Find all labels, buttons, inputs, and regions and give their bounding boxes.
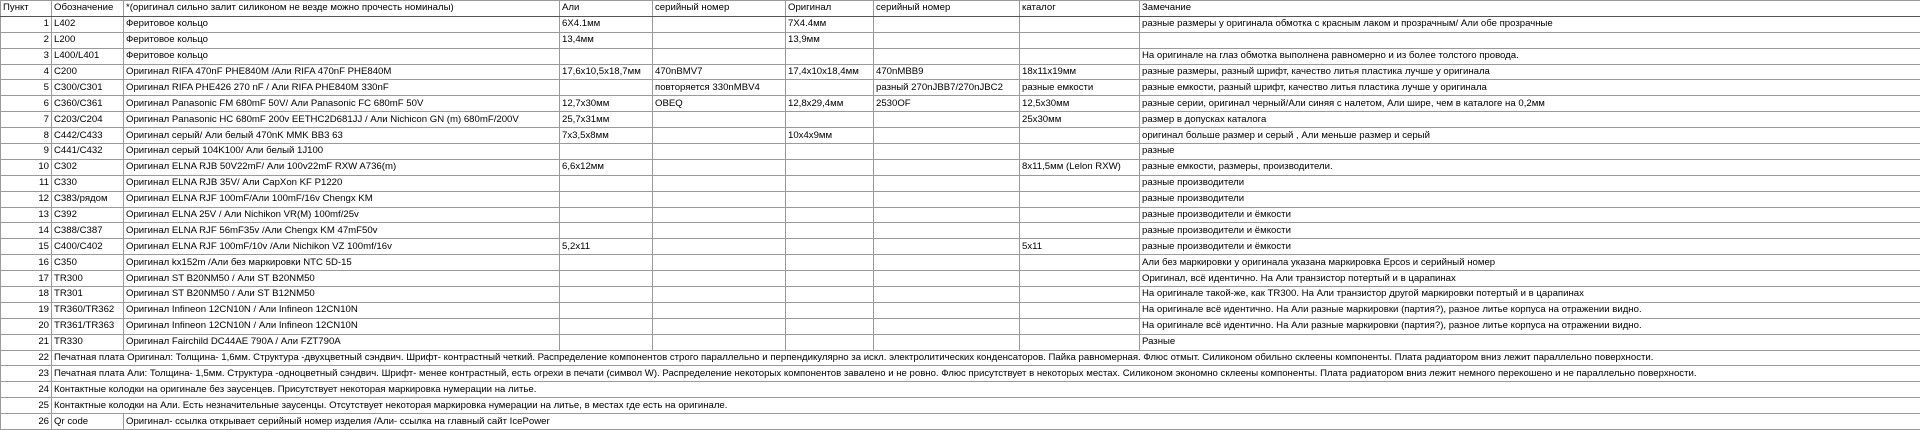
cell-remark[interactable]: разные производители: [1140, 175, 1920, 191]
table-row: [1, 80, 1920, 96]
table-row: [1, 159, 1920, 175]
table-row: [1, 144, 1920, 160]
cell-description[interactable]: Оригинал ELNA RJF 100mF/10v /Али Nichikon VZ 100mf/16v: [124, 239, 560, 255]
cell-punkt[interactable]: 8: [1, 128, 52, 144]
cell-serial-original[interactable]: [874, 223, 1020, 239]
cell-summary-text[interactable]: Контактные колодки на оригинале без заусенцев. Присутствует некоторая маркировка нумерации на литье.: [52, 382, 1920, 398]
cell-description[interactable]: Феритовое кольцо: [124, 48, 560, 64]
cell-original[interactable]: [786, 223, 874, 239]
cell-catalog[interactable]: [1020, 318, 1140, 334]
cell-serial-ali[interactable]: [653, 32, 786, 48]
table-row: [1, 32, 1920, 48]
table-row: [1, 96, 1920, 112]
cell-catalog[interactable]: [1020, 207, 1140, 223]
cell-original[interactable]: 17,4x10x18,4мм: [786, 64, 874, 80]
cell-serial-original[interactable]: [874, 112, 1020, 128]
cell-designation[interactable]: TR360/TR362: [52, 302, 124, 318]
cell-serial-original[interactable]: [874, 144, 1020, 160]
cell-ali[interactable]: 13,4мм: [560, 32, 653, 48]
cell-serial-original[interactable]: [874, 32, 1020, 48]
table-row: [1, 350, 1920, 366]
cell-designation[interactable]: C392: [52, 207, 124, 223]
cell-catalog[interactable]: [1020, 271, 1140, 287]
cell-description[interactable]: Оригинал серый/ Али белый 470nK MMK BB3 63: [124, 128, 560, 144]
cell-ali[interactable]: 5,2x11: [560, 239, 653, 255]
cell-ali[interactable]: [560, 334, 653, 350]
header-cell-serial-original[interactable]: серийный номер: [874, 1, 1020, 17]
cell-punkt[interactable]: 11: [1, 175, 52, 191]
cell-original[interactable]: [786, 271, 874, 287]
cell-ali[interactable]: 17,6x10,5x18,7мм: [560, 64, 653, 80]
cell-description[interactable]: Оригинал Infineon 12CN10N / Али Infineon 12CN10N: [124, 318, 560, 334]
cell-catalog[interactable]: [1020, 302, 1140, 318]
cell-catalog[interactable]: 25x30мм: [1020, 112, 1140, 128]
cell-ali[interactable]: 6Х4.1мм: [560, 16, 653, 32]
cell-catalog[interactable]: [1020, 255, 1140, 271]
cell-description[interactable]: Оригинал ELNA RJF 56mF35v /Али Chengx KM 47mF50v: [124, 223, 560, 239]
cell-description[interactable]: Феритовое кольцо: [124, 16, 560, 32]
cell-punkt[interactable]: 3: [1, 48, 52, 64]
cell-remark[interactable]: Разные: [1140, 334, 1920, 350]
cell-designation[interactable]: TR361/TR363: [52, 318, 124, 334]
cell-serial-ali[interactable]: OBEQ: [653, 96, 786, 112]
cell-serial-ali[interactable]: [653, 318, 786, 334]
cell-serial-original[interactable]: [874, 239, 1020, 255]
cell-remark[interactable]: разные размеры у оригинала обмотка с красным лаком и прозрачным/ Али обе прозрачные: [1140, 16, 1920, 32]
table-row: [1, 64, 1920, 80]
cell-designation[interactable]: C388/C387: [52, 223, 124, 239]
table-row: [1, 318, 1920, 334]
cell-description[interactable]: Оригинал RIFA 470nF PHE840M /Али RIFA 470nF PHE840M: [124, 64, 560, 80]
cell-original[interactable]: [786, 80, 874, 96]
header-cell-punkt[interactable]: Пункт: [1, 1, 52, 17]
cell-designation[interactable]: C330: [52, 175, 124, 191]
cell-description[interactable]: Оригинал ST B20NM50 / Али ST B12NM50: [124, 287, 560, 303]
cell-designation[interactable]: C400/C402: [52, 239, 124, 255]
cell-designation[interactable]: TR300: [52, 271, 124, 287]
cell-punkt[interactable]: 2: [1, 32, 52, 48]
table-row: [1, 175, 1920, 191]
cell-catalog[interactable]: разные емкости: [1020, 80, 1140, 96]
table-row: [1, 112, 1920, 128]
cell-punkt[interactable]: 14: [1, 223, 52, 239]
cell-remark[interactable]: разные емкости, разный шрифт, качество литья пластика лучше у оригинала: [1140, 80, 1920, 96]
cell-punkt[interactable]: 9: [1, 144, 52, 160]
cell-serial-original[interactable]: [874, 191, 1020, 207]
cell-summary-text[interactable]: Оригинал- ссылка открывает серийный номер изделия /Али- ссылка на главный сайт IcePower: [124, 414, 1920, 430]
cell-catalog[interactable]: [1020, 223, 1140, 239]
cell-original[interactable]: [786, 302, 874, 318]
cell-punkt[interactable]: 17: [1, 271, 52, 287]
cell-remark[interactable]: Оригинал, всё идентично. На Али транзистор потертый и в царапинах: [1140, 271, 1920, 287]
cell-punkt[interactable]: 5: [1, 80, 52, 96]
cell-punkt[interactable]: 1: [1, 16, 52, 32]
cell-catalog[interactable]: 5x11: [1020, 239, 1140, 255]
cell-description[interactable]: Оригинал ELNA RJB 50V22mF/ Али 100v22mF RXW A736(m): [124, 159, 560, 175]
cell-description[interactable]: Оригинал Panasonic HC 680mF 200v EETHC2D681JJ / Али Nichicon GN (m) 680mF/200V: [124, 112, 560, 128]
cell-serial-ali[interactable]: [653, 255, 786, 271]
table-row: [1, 287, 1920, 303]
cell-serial-ali[interactable]: [653, 159, 786, 175]
cell-serial-original[interactable]: [874, 128, 1020, 144]
cell-ali[interactable]: [560, 144, 653, 160]
cell-designation[interactable]: C350: [52, 255, 124, 271]
cell-serial-ali[interactable]: [653, 271, 786, 287]
cell-description[interactable]: Оригинал ELNA RJB 35V/ Али CapXon KF P1220: [124, 175, 560, 191]
cell-remark[interactable]: оригинал больше размер и серый , Али меньше размер и серый: [1140, 128, 1920, 144]
cell-punkt[interactable]: 4: [1, 64, 52, 80]
cell-serial-original[interactable]: [874, 48, 1020, 64]
cell-ali[interactable]: [560, 287, 653, 303]
cell-serial-original[interactable]: 470nMBB9: [874, 64, 1020, 80]
cell-original[interactable]: [786, 144, 874, 160]
cell-serial-ali[interactable]: [653, 48, 786, 64]
header-row: [1, 1, 1920, 17]
cell-ali[interactable]: [560, 255, 653, 271]
cell-designation[interactable]: C442/C433: [52, 128, 124, 144]
cell-catalog[interactable]: [1020, 16, 1140, 32]
table-row: [1, 414, 1920, 430]
table-row: [1, 382, 1920, 398]
cell-catalog[interactable]: 12,5x30мм: [1020, 96, 1140, 112]
cell-punkt[interactable]: 13: [1, 207, 52, 223]
cell-original[interactable]: [786, 159, 874, 175]
cell-serial-ali[interactable]: [653, 223, 786, 239]
cell-designation[interactable]: Qr code: [52, 414, 124, 430]
cell-punkt[interactable]: 18: [1, 287, 52, 303]
cell-designation[interactable]: L402: [52, 16, 124, 32]
cell-remark[interactable]: разные серии, оригинал черный/Али синяя с налетом, Али шире, чем в каталоге на 0,2мм: [1140, 96, 1920, 112]
table-row: [1, 366, 1920, 382]
cell-serial-original[interactable]: [874, 159, 1020, 175]
cell-description[interactable]: Оригинал ELNA 25V / Али Nichikon VR(M) 100mf/25v: [124, 207, 560, 223]
cell-serial-original[interactable]: [874, 287, 1020, 303]
cell-original[interactable]: [786, 334, 874, 350]
cell-remark[interactable]: На оригинале такой-же, как TR300. На Али транзистор другой маркировки потертый и в царапинах: [1140, 287, 1920, 303]
cell-designation[interactable]: TR301: [52, 287, 124, 303]
cell-catalog[interactable]: [1020, 191, 1140, 207]
cell-ali[interactable]: [560, 318, 653, 334]
cell-punkt[interactable]: 16: [1, 255, 52, 271]
cell-punkt[interactable]: 7: [1, 112, 52, 128]
cell-description[interactable]: Оригинал ST B20NM50 / Али ST B20NM50: [124, 271, 560, 287]
cell-ali[interactable]: 7x3,5x8мм: [560, 128, 653, 144]
cell-serial-ali[interactable]: [653, 287, 786, 303]
cell-punkt[interactable]: 25: [1, 398, 52, 414]
cell-serial-ali[interactable]: [653, 16, 786, 32]
header-cell-ali[interactable]: Али: [560, 1, 653, 17]
cell-original[interactable]: 7Х4.4мм: [786, 16, 874, 32]
cell-summary-text[interactable]: Печатная плата Оригинал: Толщина- 1,6мм. Структура -двухцветный сэндвич. Шрифт- контрастный четкий. Распределение компонентов строго параллельно и перпендикулярно за искл. электролитических конденсаторов. Пайка равномерная. Флюс отмыт. Силиконом обильно склеены компоненты. Плата радиатором вниз лежит параллельно поверхности.: [52, 350, 1920, 366]
cell-serial-ali[interactable]: [653, 334, 786, 350]
table-row: [1, 255, 1920, 271]
header-cell-original[interactable]: Оригинал: [786, 1, 874, 17]
cell-remark[interactable]: На оригинале на глаз обмотка выполнена равномерно и из более толстого провода.: [1140, 48, 1920, 64]
cell-ali[interactable]: [560, 175, 653, 191]
cell-ali[interactable]: [560, 223, 653, 239]
cell-description[interactable]: Оригинал ELNA RJF 100mF/Али 100mF/16v Chengx KM: [124, 191, 560, 207]
table-row: [1, 191, 1920, 207]
cell-serial-ali[interactable]: [653, 302, 786, 318]
cell-catalog[interactable]: [1020, 334, 1140, 350]
cell-description[interactable]: Оригинал kx152m /Али без маркировки NTC 5D-15: [124, 255, 560, 271]
cell-summary-text[interactable]: Контактные колодки на Али. Есть незначительные заусенцы. Отсутствует некоторая маркировка нумерации на литье, в местах где есть на оригинале.: [52, 398, 1920, 414]
cell-punkt[interactable]: 24: [1, 382, 52, 398]
cell-catalog[interactable]: [1020, 287, 1140, 303]
cell-ali[interactable]: [560, 48, 653, 64]
cell-designation[interactable]: C302: [52, 159, 124, 175]
cell-original[interactable]: [786, 207, 874, 223]
cell-ali[interactable]: 25,7x31мм: [560, 112, 653, 128]
table-row: [1, 334, 1920, 350]
cell-serial-original[interactable]: [874, 255, 1020, 271]
cell-catalog[interactable]: [1020, 128, 1140, 144]
cell-punkt[interactable]: 10: [1, 159, 52, 175]
cell-serial-original[interactable]: 2530OF: [874, 96, 1020, 112]
cell-original[interactable]: 12,8x29,4мм: [786, 96, 874, 112]
cell-catalog[interactable]: [1020, 32, 1140, 48]
cell-serial-ali[interactable]: повторяется 330nMBV4: [653, 80, 786, 96]
cell-remark[interactable]: разные размеры, разный шрифт, качество литья пластика лучше у оригинала: [1140, 64, 1920, 80]
cell-designation[interactable]: C300/C301: [52, 80, 124, 96]
cell-designation[interactable]: C383/рядом: [52, 191, 124, 207]
cell-original[interactable]: [786, 191, 874, 207]
cell-remark[interactable]: разные емкости, размеры, производители.: [1140, 159, 1920, 175]
header-cell-catalog[interactable]: каталог: [1020, 1, 1140, 17]
cell-description[interactable]: Оригинал Panasonic FM 680mF 50V/ Али Panasonic FC 680mF 50V: [124, 96, 560, 112]
cell-original[interactable]: [786, 239, 874, 255]
header-cell-remark[interactable]: Замечание: [1140, 1, 1920, 17]
cell-remark[interactable]: На оригинале всё идентично. На Али разные маркировки (партия?), разное литье корпуса на отражении видно.: [1140, 302, 1920, 318]
cell-remark[interactable]: разные производители и ёмкости: [1140, 223, 1920, 239]
cell-remark[interactable]: размер в допусках каталога: [1140, 112, 1920, 128]
cell-designation[interactable]: L200: [52, 32, 124, 48]
cell-serial-original[interactable]: [874, 271, 1020, 287]
cell-description[interactable]: Феритовое кольцо: [124, 32, 560, 48]
cell-original[interactable]: [786, 287, 874, 303]
cell-ali[interactable]: [560, 80, 653, 96]
cell-original[interactable]: 10x4x9мм: [786, 128, 874, 144]
table-row: [1, 239, 1920, 255]
cell-catalog[interactable]: [1020, 48, 1140, 64]
cell-serial-original[interactable]: [874, 302, 1020, 318]
cell-summary-text[interactable]: Печатная плата Али: Толщина- 1,5мм. Структура -одноцветный сэндвич. Шрифт- менее контрастный, есть огрехи в печати (символ W). Распределение некоторых компонентов завалено и не ровно. Флюс присутствует в некоторых местах. Силиконом экономно склеены компоненты. Плата радиатором вниз лежит немного перекошено и не параллельно поверхности.: [52, 366, 1920, 382]
cell-serial-ali[interactable]: 470nBMV7: [653, 64, 786, 80]
cell-description[interactable]: Оригинал Fairchild DC44AE 790A / Али FZT790A: [124, 334, 560, 350]
cell-punkt[interactable]: 19: [1, 302, 52, 318]
cell-ali[interactable]: [560, 191, 653, 207]
cell-description[interactable]: Оригинал RIFA PHE426 270 nF / Али RIFA PHE840M 330nF: [124, 80, 560, 96]
cell-designation[interactable]: C200: [52, 64, 124, 80]
cell-catalog[interactable]: [1020, 175, 1140, 191]
cell-serial-original[interactable]: [874, 16, 1020, 32]
cell-ali[interactable]: 6,6x12мм: [560, 159, 653, 175]
cell-remark[interactable]: На оригинале всё идентично. На Али разные маркировки (партия?), разное литье корпуса на отражении видно.: [1140, 318, 1920, 334]
cell-remark[interactable]: разные производители: [1140, 191, 1920, 207]
cell-serial-ali[interactable]: [653, 191, 786, 207]
cell-serial-ali[interactable]: [653, 112, 786, 128]
cell-remark[interactable]: разные: [1140, 144, 1920, 160]
cell-ali[interactable]: [560, 302, 653, 318]
table-row: [1, 128, 1920, 144]
cell-punkt[interactable]: 6: [1, 96, 52, 112]
cell-punkt[interactable]: 15: [1, 239, 52, 255]
cell-serial-original[interactable]: [874, 207, 1020, 223]
table-row: [1, 223, 1920, 239]
cell-designation[interactable]: C441/C432: [52, 144, 124, 160]
table-row: [1, 48, 1920, 64]
header-cell-serial-ali[interactable]: серийный номер: [653, 1, 786, 17]
cell-serial-original[interactable]: разный 270nJBB7/270nJBC2: [874, 80, 1020, 96]
header-cell-designation[interactable]: Обозначение: [52, 1, 124, 17]
cell-punkt[interactable]: 26: [1, 414, 52, 430]
cell-original[interactable]: [786, 175, 874, 191]
cell-catalog[interactable]: 18x11x19мм: [1020, 64, 1140, 80]
cell-remark[interactable]: [1140, 32, 1920, 48]
cell-original[interactable]: [786, 318, 874, 334]
table-row: [1, 302, 1920, 318]
cell-serial-original[interactable]: [874, 334, 1020, 350]
cell-description[interactable]: Оригинал Infineon 12CN10N / Али Infineon 12CN10N: [124, 302, 560, 318]
cell-serial-ali[interactable]: [653, 175, 786, 191]
cell-serial-ali[interactable]: [653, 239, 786, 255]
cell-catalog[interactable]: [1020, 144, 1140, 160]
cell-description[interactable]: Оригинал серый 104K100/ Али белый 1J100: [124, 144, 560, 160]
cell-ali[interactable]: [560, 207, 653, 223]
cell-remark[interactable]: разные производители и ёмкости: [1140, 207, 1920, 223]
cell-designation[interactable]: C360/C361: [52, 96, 124, 112]
cell-punkt[interactable]: 20: [1, 318, 52, 334]
cell-remark[interactable]: разные производители и ёмкости: [1140, 239, 1920, 255]
header-cell-original-note[interactable]: *(оригинал сильно залит силиконом не везде можно прочесть номиналы): [124, 1, 560, 17]
table-row: [1, 271, 1920, 287]
cell-punkt[interactable]: 12: [1, 191, 52, 207]
cell-serial-original[interactable]: [874, 175, 1020, 191]
cell-original[interactable]: [786, 255, 874, 271]
table-row: [1, 207, 1920, 223]
cell-punkt[interactable]: 22: [1, 350, 52, 366]
cell-original[interactable]: 13,9мм: [786, 32, 874, 48]
cell-catalog[interactable]: 8x11,5мм (Lelon RXW): [1020, 159, 1140, 175]
cell-serial-original[interactable]: [874, 318, 1020, 334]
cell-serial-ali[interactable]: [653, 144, 786, 160]
table-row: [1, 16, 1920, 32]
cell-designation[interactable]: TR330: [52, 334, 124, 350]
cell-original[interactable]: [786, 48, 874, 64]
table-row: [1, 398, 1920, 414]
cell-ali[interactable]: 12,7x30мм: [560, 96, 653, 112]
cell-remark[interactable]: Али без маркировки у оригинала указана маркировка Epcos и серийный номер: [1140, 255, 1920, 271]
cell-punkt[interactable]: 21: [1, 334, 52, 350]
cell-designation[interactable]: L400/L401: [52, 48, 124, 64]
cell-serial-ali[interactable]: [653, 128, 786, 144]
cell-original[interactable]: [786, 112, 874, 128]
cell-serial-ali[interactable]: [653, 207, 786, 223]
cell-ali[interactable]: [560, 271, 653, 287]
cell-designation[interactable]: C203/C204: [52, 112, 124, 128]
cell-punkt[interactable]: 23: [1, 366, 52, 382]
